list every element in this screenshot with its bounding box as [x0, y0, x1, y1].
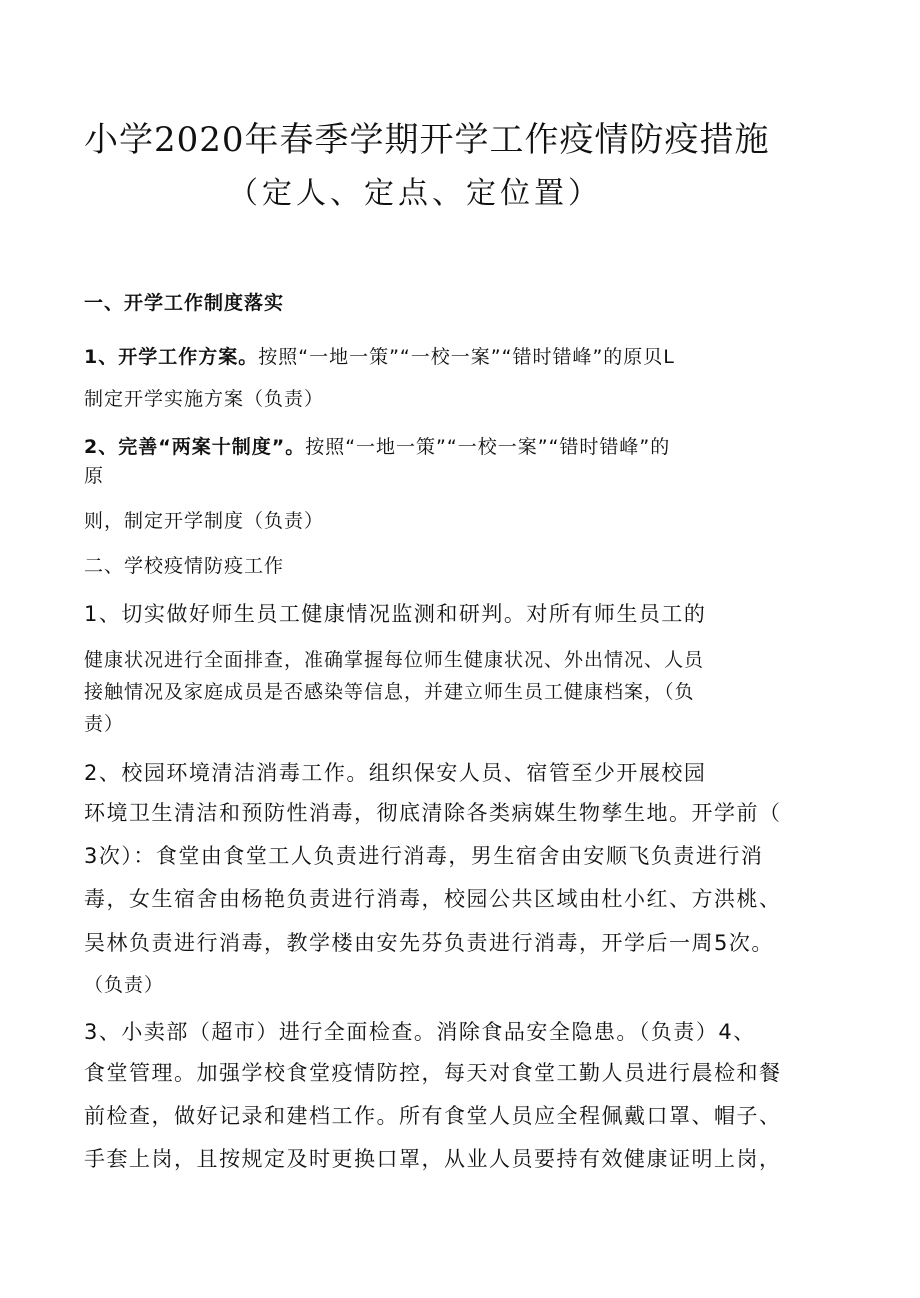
section1-item2-line3: 则，制定开学制度（负责）	[84, 510, 325, 532]
section2-para2-line: （负责）	[84, 974, 165, 996]
section1-item1-text: 按照“一地一策”“一校一案”“错时错峰”的原贝L	[258, 346, 675, 368]
section1-item1-label: 1、开学工作方案。	[84, 346, 259, 368]
document-title: 小学2020年春季学期开学工作疫情防疫措施	[84, 120, 770, 160]
section2-heading: 二、学校疫情防疫工作	[84, 555, 285, 577]
section2-para1-line: 健康状况进行全面排查，准确掌握每位师生健康状况、外出情况、人员	[84, 649, 705, 671]
section2-para3-line: 前检查，做好记录和建档工作。所有食堂人员应全程佩戴口罩、帽子、	[84, 1104, 782, 1128]
section1-item2-line1	[84, 432, 670, 459]
section2-para3-line: 食堂管理。加强学校食堂疫情防控，每天对食堂工勤人员进行晨检和餐	[84, 1061, 782, 1085]
section1-item1-line2: 制定开学实施方案（负责）	[84, 388, 325, 410]
section2-para2-line: 环境卫生清洁和预防性消毒，彻底清除各类病媒生物孳生地。开学前（	[84, 801, 782, 825]
section1-item1-line1	[84, 342, 675, 369]
section2-para1-line: 责）	[84, 713, 125, 735]
section2-para3-line: 手套上岗，且按规定及时更换口罩，从业人员要持有效健康证明上岗，	[84, 1147, 782, 1171]
section1-item2-label: 2、完善“两案十制度”。	[84, 436, 306, 458]
section2-para3-line: 3、小卖部（超市）进行全面检查。消除食品安全隐患。（负责）4、	[84, 1020, 756, 1044]
section2-para2-line: 2、校园环境清洁消毒工作。组织保安人员、宿管至少开展校园	[84, 761, 707, 785]
section2-para1-line: 接触情况及家庭成员是否感染等信息，并建立师生员工健康档案，（负	[84, 681, 695, 703]
section1-heading: 一、开学工作制度落实	[84, 292, 285, 314]
section2-para1-line: 1、切实做好师生员工健康情况监测和研判。对所有师生员工的	[84, 602, 707, 626]
section1-item2-text: 按照“一地一策”“一校一案”“错时错峰”的	[305, 436, 671, 458]
section2-para2-line: 毒，女生宿舍由杨艳负责进行消毒，校园公共区域由杜小红、方洪桃、	[84, 887, 782, 911]
section2-para2-line: 3次）：食堂由食堂工人负责进行消毒，男生宿舍由安顺飞负责进行消	[84, 844, 764, 868]
section1-item2-line2: 原	[84, 465, 105, 487]
document-subtitle: （定人、定点、定位置）	[228, 176, 602, 211]
section2-para2-line: 吴林负责进行消毒，教学楼由安先芬负责进行消毒，开学后一周5次。	[84, 931, 774, 955]
